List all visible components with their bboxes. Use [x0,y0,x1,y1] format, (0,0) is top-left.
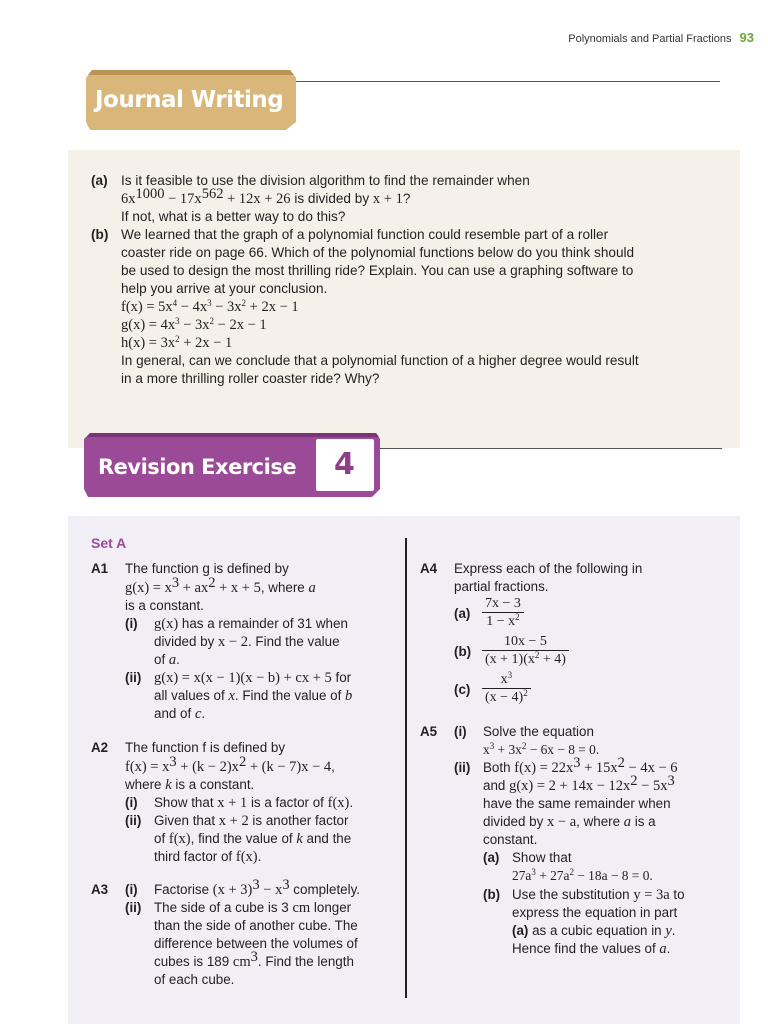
text-line: The function f is defined by [125,740,286,755]
text-line: all values of x. Find the value of b [154,688,353,704]
text-line: Factorise $(x + 3)^3 - x^3$ completely. [154,877,361,898]
question-number: A3 [91,882,109,897]
text-line: Use the substitution y = 3a to [512,887,685,903]
question-number: A2 [91,740,109,755]
page-number: 93 [739,30,754,45]
set-label: Set A [91,535,127,551]
part-label: (b) [454,644,472,659]
question-number: A4 [420,561,438,576]
text-line: of each cube. [154,972,235,987]
text-line: Hence find the values of a. [512,941,671,957]
journal-rule [290,81,720,82]
revision-number: 4 [334,447,355,482]
part-label: (ii) [125,900,142,915]
revision-title: Revision Exercise [98,455,297,479]
equation-line: $27a^3 + 27a^2 - 18a - 8 = 0$. [512,867,653,883]
text-line: than the side of another cube. The [154,918,358,933]
text-line: of f(x), find the value of k and the [154,831,352,847]
text-line: where k is a constant. [125,777,255,793]
fraction-a: $\frac{7x - 3}{1 - x^2}$ [482,596,524,630]
chapter-title: Polynomials and Partial Fractions [568,33,732,45]
text-line: divided by x − 2. Find the value [154,634,340,650]
text-line: cubes is 189 $cm^3$. Find the length [154,949,354,970]
text-line: third factor of f(x). [154,849,262,865]
part-label: (i) [125,795,138,810]
part-label: (ii) [125,813,142,828]
part-label: (a) [483,850,500,865]
column-divider [405,538,407,998]
equation-f: $f(x) = 5x^4 - 4x^3 - 3x^2 + 2x - 1$ [121,298,299,315]
text-line: express the equation in part [512,905,678,920]
text-line: coaster ride on page 66. Which of the polynomial functions below do you think should [121,245,635,260]
text-line: constant. [483,832,538,847]
text-line: Given that x + 2 is another factor [154,813,349,829]
text-line: The function g is defined by [125,561,289,576]
text-line: Is it feasible to use the division algorithm to find the remainder when [121,173,530,188]
text-line: In general, can we conclude that a polynomial function of a higher degree would result [121,353,639,368]
part-label: (a) [454,606,471,621]
part-label: (i) [125,882,138,897]
equation-line: $x^3 + 3x^2 - 6x - 8 = 0$. [483,741,600,757]
text-line: is a constant. [125,598,204,613]
equation-line: $g(x) = x^3 + ax^2 + x + 5$, where a [125,575,316,596]
text-line: of a. [154,652,180,668]
equation-h: $h(x) = 3x^2 + 2x - 1$ [121,334,233,351]
text-line: partial fractions. [454,579,549,594]
text-line: We learned that the graph of a polynomial function could resemble part of a roller [121,227,609,242]
text-line: (a) as a cubic equation in y. [512,923,676,939]
text-line: be used to design the most thrilling ride? Explain. You can use a graphing software to [121,263,634,278]
text-line: in a more thrilling roller coaster ride? Why? [121,371,380,386]
equation-line: $f(x) = x^3 + (k - 2)x^2 + (k - 7)x - 4$, [125,754,335,775]
equation-g: $g(x) = 4x^3 - 3x^2 - 2x - 1$ [121,316,267,333]
text-line: Show that x + 1 is a factor of f(x). [154,795,354,811]
text-line: $6x^{1000} - 17x^{562} + 12x + 26$ is divided by x + 1? [121,186,411,207]
equation-line: and $g(x) = 2 + 14x - 12x^2 - 5x^3$ [483,773,675,794]
text-line: help you arrive at your conclusion. [121,281,328,296]
question-number: A5 [420,724,438,739]
text-line: If not, what is a better way to do this? [121,209,346,224]
fraction-b: $\frac{10x - 5}{(x + 1)(x^2 + 4)}$ [482,634,569,668]
question-label: (a) [91,173,108,188]
text-line: Express each of the following in [454,561,643,576]
text-line: have the same remainder when [483,796,671,811]
text-line: divided by x − a, where a is a [483,814,656,830]
part-label: (i) [125,616,138,631]
part-label: (ii) [125,670,142,685]
question-label: (b) [91,227,109,242]
equation-line: Both $f(x) = 22x^3 + 15x^2 - 4x - 6$ [483,755,678,776]
question-number: A1 [91,561,109,576]
text-line: Show that [512,850,572,865]
text-line: g(x) has a remainder of 31 when [154,616,348,632]
part-label: (i) [454,724,467,739]
part-label: (c) [454,682,471,697]
text-line: difference between the volumes of [154,936,358,951]
text-line: and of c. [154,706,206,722]
running-header [568,30,754,45]
text-line: g(x) = x(x − 1)(x − b) + cx + 5 for [154,670,352,686]
text-line: The side of a cube is 3 cm longer [154,900,352,916]
text-line: Solve the equation [483,724,594,739]
journal-title: Journal Writing [95,87,284,113]
part-label: (ii) [454,760,471,775]
fraction-c: $\frac{x^3}{(x - 4)^2}$ [482,672,531,706]
revision-rule [370,448,722,449]
part-label: (b) [483,887,501,902]
